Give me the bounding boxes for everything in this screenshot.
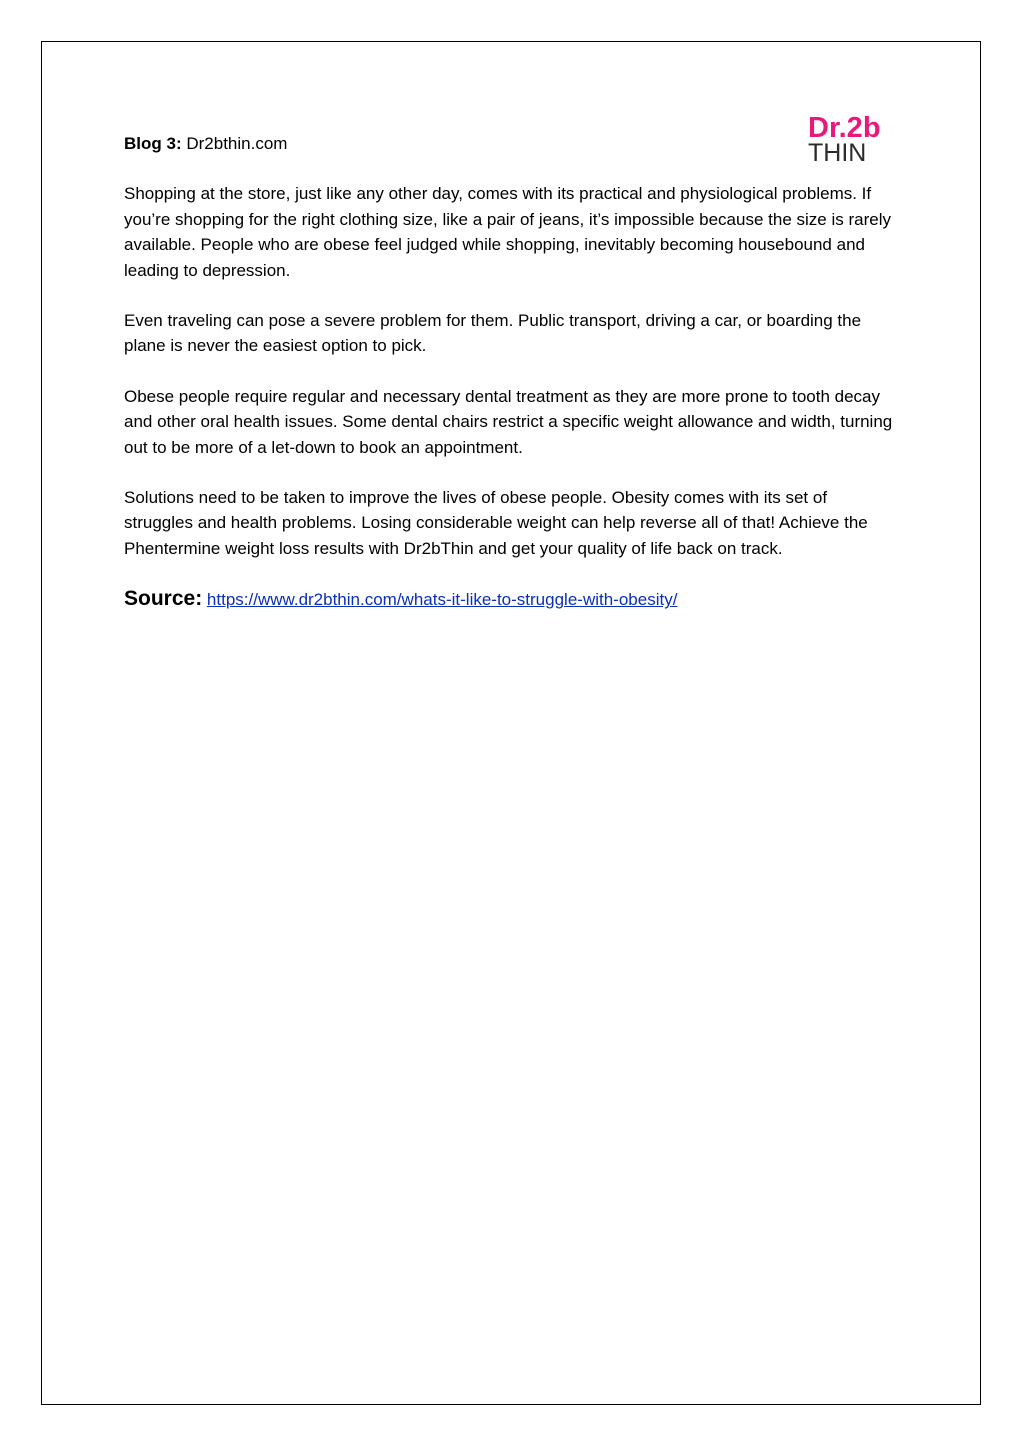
source-label: Source: bbox=[124, 587, 203, 611]
paragraph-dental: Obese people require regular and necessary dental treatment as they are more prone to tooth decay and other oral health issues. Some dental chairs restrict a specific weight allowance and width, turning out to be more of a let-down to book an appointment. bbox=[124, 386, 893, 457]
paragraph-traveling: Even traveling can pose a severe problem for them. Public transport, driving a car, or boarding the plane is never the easiest option to pick. bbox=[124, 311, 862, 356]
paragraph-solutions: Solutions need to be taken to improve the lives of obese people. Obesity comes with its set of struggles and health problems. Losing considerable weight can help reverse all of that! Achieve the Phentermine weight loss results with Dr2bThin and get your quality of life back on track. bbox=[124, 488, 868, 558]
paragraph-shopping: Shopping at the store, just like any other day, comes with its practical and physiological problems. If you’re shopping for the right clothing size, like a pair of jeans, it’s impossible because the size is rarely available. People who are obese feel judged while shopping, inevitably becoming housebound and leading to depression. bbox=[124, 184, 891, 280]
logo-bottom-text: THIN bbox=[808, 139, 867, 164]
document-body bbox=[124, 131, 899, 630]
source-link[interactable]: https://www.dr2bthin.com/whats-it-like-to-struggle-with-obesity/ bbox=[206, 590, 678, 610]
logo-top-text: Dr.2b bbox=[808, 112, 881, 144]
source-line bbox=[124, 586, 899, 612]
blog-site: Dr2bthin.com bbox=[186, 134, 288, 153]
blog-heading bbox=[124, 131, 899, 156]
blog-label: Blog 3: bbox=[124, 134, 182, 153]
